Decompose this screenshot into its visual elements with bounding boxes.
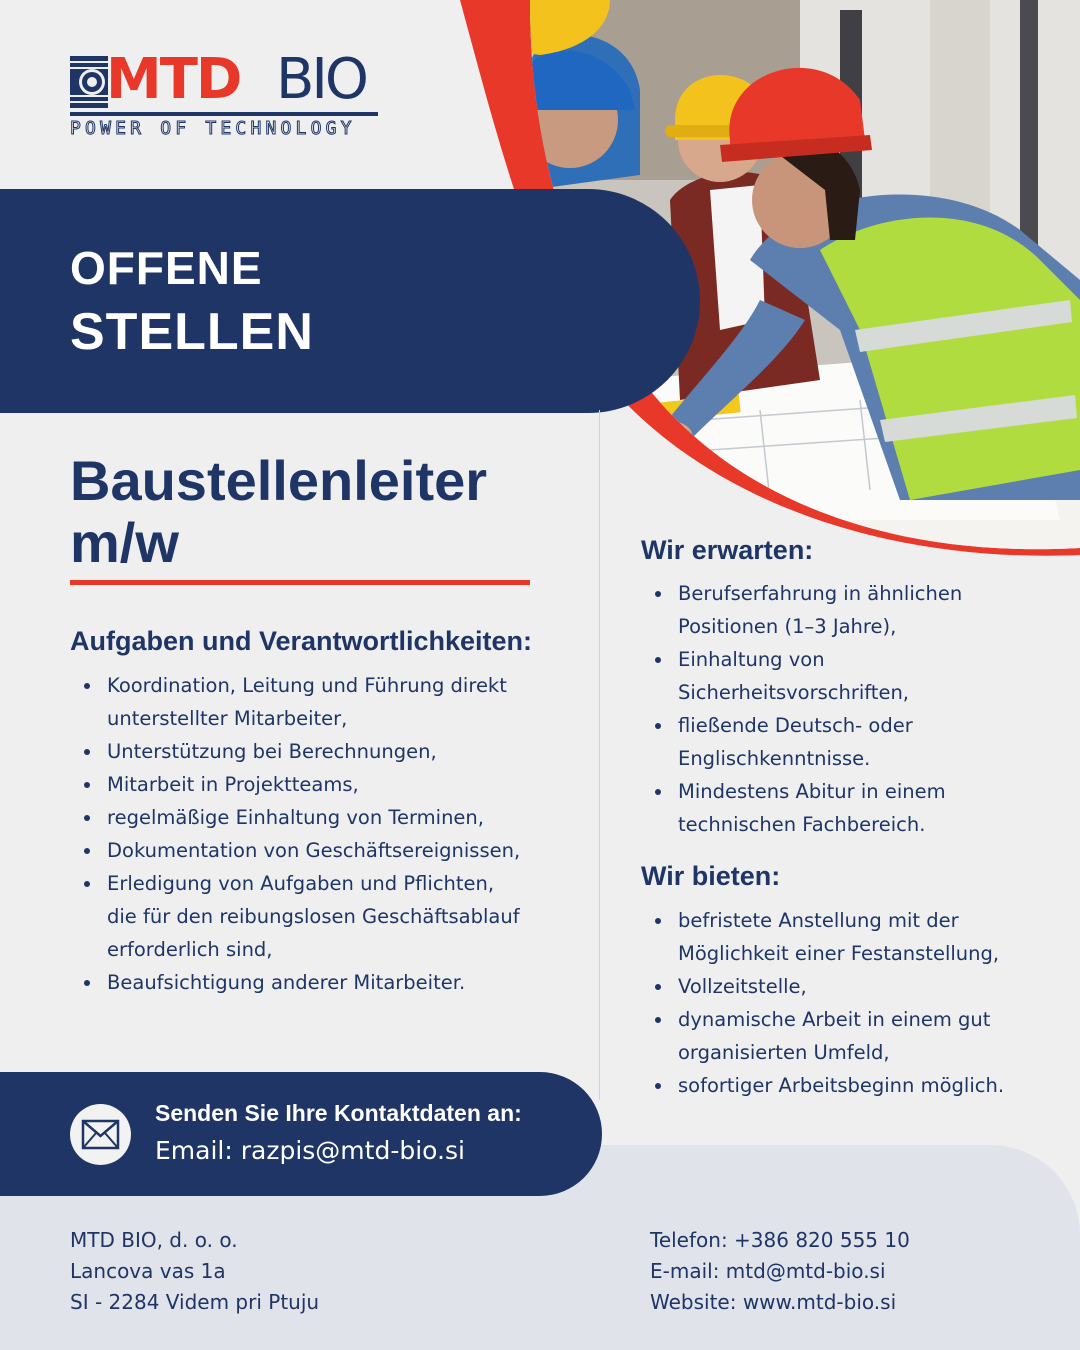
list-item-line: Berufserfahrung in ähnlichen (678, 582, 963, 605)
list-item-line: Englischkenntnisse. (678, 747, 871, 770)
footer-company: MTD BIO, d. o. o. (70, 1228, 238, 1252)
gear-icon (70, 56, 108, 108)
open-positions-banner (0, 189, 700, 413)
list-item (70, 867, 520, 966)
list-item (70, 966, 520, 999)
responsibilities-list (70, 669, 520, 999)
list-item-line: fließende Deutsch- oder (678, 714, 913, 737)
logo-divider (70, 112, 378, 116)
job-title-line-2: m/w (70, 511, 179, 574)
contact-heading: Senden Sie Ihre Kontaktdaten an: (155, 1100, 522, 1126)
column-divider (599, 410, 600, 1100)
envelope-icon (70, 1104, 131, 1165)
footer-address (70, 1225, 319, 1318)
requirements-list (641, 577, 962, 841)
footer-email[interactable]: E-mail: mtd@mtd-bio.si (650, 1259, 886, 1283)
list-item (70, 768, 520, 801)
list-item-line: technischen Fachbereich. (678, 813, 926, 836)
footer-website[interactable]: Website: www.mtd-bio.si (650, 1290, 897, 1314)
list-item (641, 643, 962, 709)
footer-contact (650, 1225, 910, 1318)
list-item-line: Beaufsichtigung anderer Mitarbeiter. (107, 971, 466, 994)
job-title-line-1: Baustellenleiter (70, 449, 488, 512)
logo-tagline: POWER OF TECHNOLOGY (70, 118, 356, 139)
banner-line-2: STELLEN (70, 303, 314, 361)
list-item-line: Erledigung von Aufgaben und Pflichten, (107, 872, 495, 895)
list-item-line: befristete Anstellung mit der (678, 909, 959, 932)
list-item-line: dynamische Arbeit in einem gut (678, 1008, 991, 1031)
list-item (641, 904, 1004, 970)
footer-street: Lancova vas 1a (70, 1259, 226, 1283)
list-item-line: sofortiger Arbeitsbeginn möglich. (678, 1074, 1005, 1097)
list-item-line: die für den reibungslosen Geschäftsablauf (107, 905, 520, 928)
requirements-heading: Wir erwarten: (641, 535, 814, 565)
list-item-line: organisierten Umfeld, (678, 1041, 890, 1064)
list-item (70, 735, 520, 768)
list-item-line: Sicherheitsvorschriften, (678, 681, 910, 704)
list-item (70, 669, 520, 735)
list-item (641, 577, 962, 643)
list-item-line: Mindestens Abitur in einem (678, 780, 946, 803)
list-item-line: Dokumentation von Geschäftsereignissen, (107, 839, 521, 862)
list-item-line: Mitarbeit in Projektteams, (107, 773, 359, 796)
list-item-line: unterstellter Mitarbeiter, (107, 707, 348, 730)
responsibilities-heading: Aufgaben und Verantwortlichkeiten: (70, 626, 533, 656)
contact-email-link[interactable]: Email: razpis@mtd-bio.si (155, 1136, 465, 1165)
logo-brand-red: MTD (106, 47, 241, 112)
list-item (641, 775, 962, 841)
job-title (70, 450, 590, 574)
list-item-line: regelmäßige Einhaltung von Terminen, (107, 806, 484, 829)
offer-heading: Wir bieten: (641, 861, 781, 891)
banner-heading (70, 239, 314, 361)
list-item-line: Möglichkeit einer Festanstellung, (678, 942, 1000, 965)
list-item (641, 709, 962, 775)
logo-brand-blue: BIO (276, 47, 367, 112)
list-item-line: erforderlich sind, (107, 938, 273, 961)
list-item (641, 1069, 1004, 1102)
list-item-line: Koordination, Leitung und Führung direkt (107, 674, 507, 697)
list-item-line: Unterstützung bei Berechnungen, (107, 740, 437, 763)
list-item (70, 801, 520, 834)
list-item-line: Einhaltung von (678, 648, 825, 671)
footer-city: SI - 2284 Videm pri Ptuju (70, 1290, 320, 1314)
list-item (641, 1003, 1004, 1069)
banner-line-1: OFFENE (70, 242, 263, 294)
list-item-line: Vollzeitstelle, (678, 975, 807, 998)
company-logo (70, 47, 380, 144)
list-item (641, 970, 1004, 1003)
list-item (70, 834, 520, 867)
list-item-line: Positionen (1–3 Jahre), (678, 615, 897, 638)
footer-phone[interactable]: Telefon: +386 820 555 10 (650, 1228, 910, 1252)
title-underline (70, 580, 530, 585)
contact-box (0, 1072, 602, 1196)
offer-list (641, 904, 1004, 1102)
